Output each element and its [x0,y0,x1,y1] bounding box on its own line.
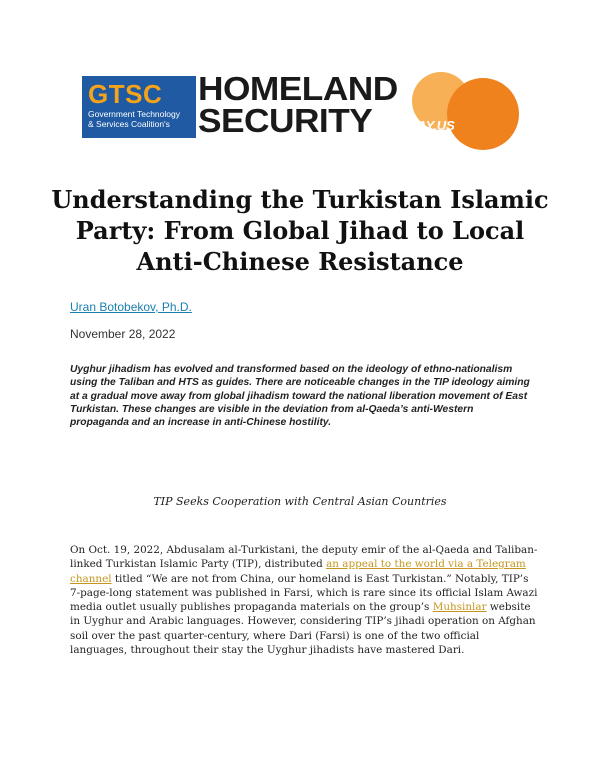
article-title [40,184,560,277]
body-text-3: website in Uyghur and Arabic languages. However, considering TIP’s jihadi operation on Afghan soil over the past quarter-century, where Dari (Farsi) is one of the two official languages, throughout their stay the Uyghur jihadists have mastered Dari. [70,601,536,657]
logo-security: SECURITY [198,102,373,139]
publish-date: November 28, 2022 [70,327,176,341]
author-link[interactable]: Uran Botobekov, Ph.D. [70,300,192,314]
telegram-appeal-link[interactable]: an appeal to the world via a Telegram channel [70,558,526,585]
title-line-2: Party: From Global Jihad to Local [75,216,525,245]
logo-orange-circle [447,78,519,150]
section-heading: TIP Seeks Cooperation with Central Asian Countries [153,495,447,508]
article-abstract: Uyghur jihadism has evolved and transformed based on the ideology of ethno-nationalism using the Taliban and HTS as guides. There are noticeable changes in the TIP ideology aiming at a gradual move away from global jihadism toward the national liberation movement of East Turkistan. These changes are visible in the deviation from al-Qaeda’s anti-Western propaganda and an increase in anti-Chinese hostility. [70,364,530,429]
body-text-2: titled “We are not from China, our homeland is East Turkistan.” Notably, TIP’s 7-page-long statement was published in Farsi, which is rare since its official Islam Awazi media outlet usually publishes propaganda materials on the group’s [70,572,538,614]
gtsc-subtitle-line-2: & Services Coalition's [88,119,170,129]
body-paragraph [70,543,538,657]
site-logo[interactable] [82,70,522,146]
body-text-1: On Oct. 19, 2022, Abdusalam al-Turkistani, the deputy emir of the al-Qaeda and Taliban-linked Turkistan Islamic Party (TIP), distributed [70,544,538,571]
muhsinlar-link[interactable]: Muhsinlar [432,601,487,614]
logo-today-us: TODAY.US [390,118,455,133]
logo-homeland: HOMELAND [198,70,398,107]
title-line-1: Understanding the Turkistan Islamic [51,185,549,214]
gtsc-subtitle-line-1: Government Technology [88,109,180,119]
gtsc-wordmark: GTSC [88,79,163,109]
gtsc-logo-box [82,76,196,138]
title-line-3: Anti-Chinese Resistance [136,247,464,276]
gtsc-subtitle [88,109,194,129]
